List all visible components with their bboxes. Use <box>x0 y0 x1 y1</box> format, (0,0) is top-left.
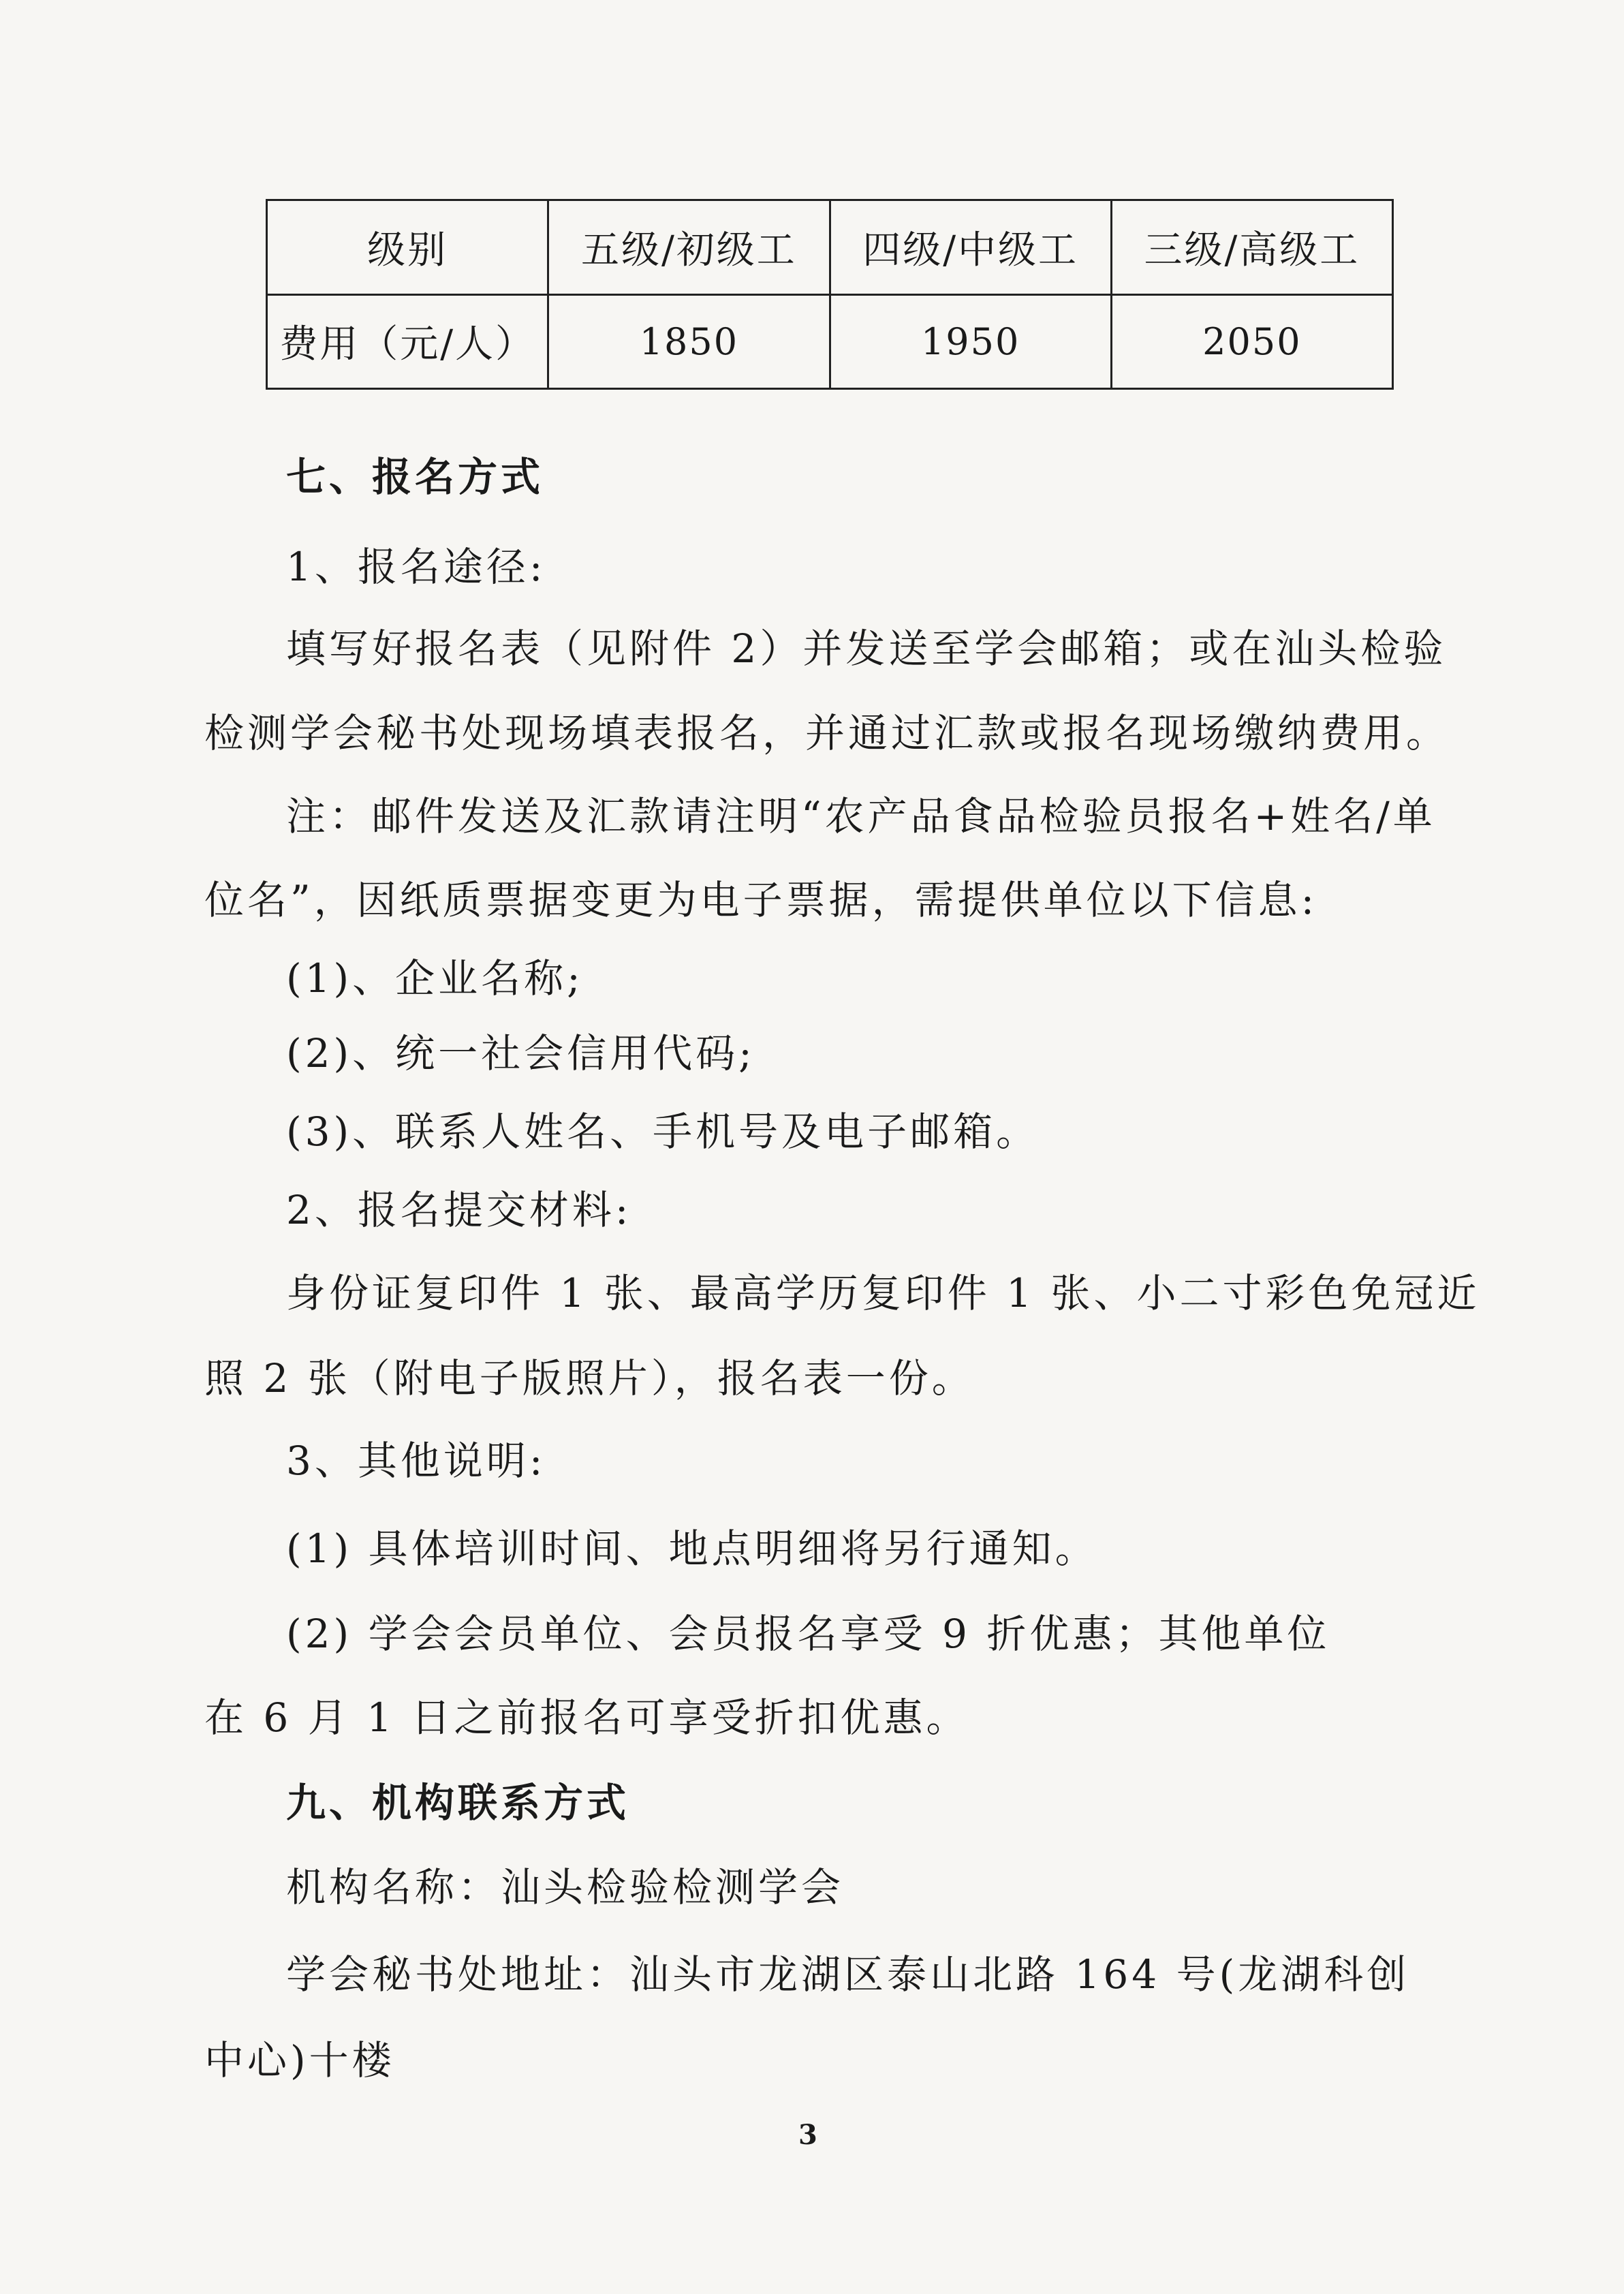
header-cell-level: 级别 <box>267 200 548 295</box>
list-item: (3)、联系人姓名、手机号及电子邮箱。 <box>286 1109 1040 1155</box>
text-line: 学会秘书处地址：汕头市龙湖区泰山北路 164 号(龙湖科创 <box>286 1951 1410 1998</box>
text-line: 位名”，因纸质票据变更为电子票据，需提供单位以下信息: <box>204 877 1318 923</box>
text-line: 照 2 张（附电子版照片），报名表一份。 <box>204 1355 975 1401</box>
fee-table-row <box>267 294 1393 389</box>
text-line: 填写好报名表（见附件 2）并发送至学会邮箱；或在汕头检验 <box>286 625 1447 672</box>
text-line: 1、报名途径: <box>286 544 546 590</box>
text-line: 在 6 月 1 日之前报名可享受折扣优惠。 <box>204 1694 969 1741</box>
text-line: 注：邮件发送及汇款请注明“农产品食品检验员报名+姓名/单 <box>286 793 1436 839</box>
text-line: 3、其他说明: <box>286 1438 546 1484</box>
fee-cell-level-3: 2050 <box>1111 294 1392 389</box>
header-cell-level-3: 三级/高级工 <box>1111 200 1392 295</box>
page-number: 3 <box>798 2119 817 2151</box>
header-cell-level-4: 四级/中级工 <box>830 200 1111 295</box>
list-item: (2)、统一社会信用代码; <box>286 1030 755 1076</box>
fee-cell-level-5: 1850 <box>548 294 830 389</box>
text-line: 中心)十楼 <box>204 2037 395 2083</box>
fee-table <box>266 199 1394 390</box>
section-heading-contact: 九、机构联系方式 <box>286 1780 630 1826</box>
text-line: 2、报名提交材料: <box>286 1187 632 1233</box>
list-item: (1)、企业名称; <box>286 955 584 1002</box>
text-line: 机构名称：汕头检验检测学会 <box>286 1864 845 1910</box>
section-heading-registration: 七、报名方式 <box>286 454 544 500</box>
text-line: 检测学会秘书处现场填表报名，并通过汇款或报名现场缴纳费用。 <box>204 710 1450 756</box>
fee-table-header-row <box>267 200 1393 295</box>
fee-label-cell: 费用（元/人） <box>267 294 548 389</box>
text-line: 身份证复印件 1 张、最高学历复印件 1 张、小二寸彩色免冠近 <box>286 1270 1480 1316</box>
header-cell-level-5: 五级/初级工 <box>548 200 830 295</box>
list-item: (2) 学会会员单位、会员报名享受 9 折优惠；其他单位 <box>286 1611 1330 1657</box>
fee-cell-level-4: 1950 <box>830 294 1111 389</box>
list-item: (1) 具体培训时间、地点明细将另行通知。 <box>286 1525 1098 1572</box>
